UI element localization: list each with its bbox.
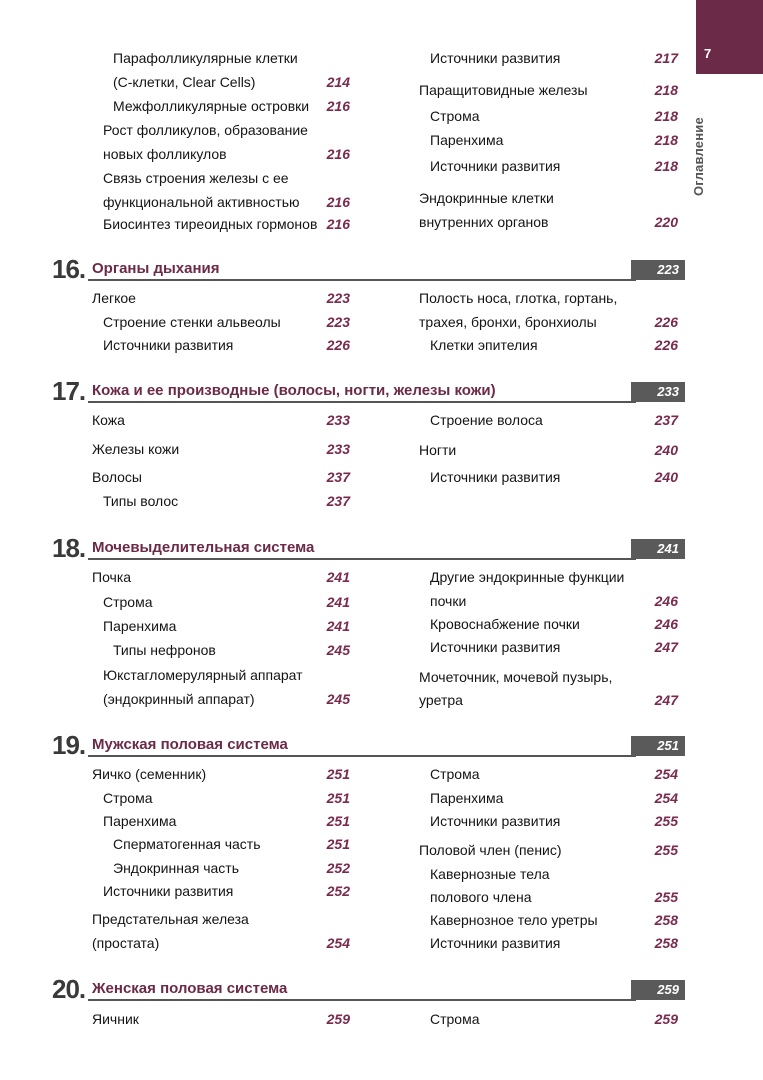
toc-page-number: 245 [326, 691, 350, 707]
toc-entry[interactable]: Строма [103, 790, 153, 806]
toc-entry[interactable]: внутренних органов [419, 214, 549, 230]
toc-entry[interactable]: Мочеточник, мочевой пузырь, [419, 669, 613, 685]
toc-entry[interactable]: Эндокринная часть [113, 860, 239, 876]
toc-entry[interactable]: новых фолликулов [103, 146, 227, 162]
chapter-number: 20. [52, 974, 86, 1004]
chapter-number: 17. [52, 376, 86, 406]
chapter-number: 19. [52, 730, 86, 760]
toc-entry[interactable]: Связь строения железы с ее [103, 170, 289, 186]
toc-entry[interactable]: Железы кожи [92, 441, 180, 457]
toc-page-number: 216 [326, 194, 350, 210]
chapter-page-badge: 241 [631, 539, 685, 559]
page-number-tab [696, 0, 763, 74]
toc-page-number: 251 [326, 813, 350, 829]
toc-entry[interactable]: Полость носа, глотка, гортань, [419, 290, 618, 306]
toc-page-number: 252 [326, 883, 350, 899]
toc-entry[interactable]: Клетки эпителия [430, 337, 538, 353]
toc-entry[interactable]: (С-клетки, Clear Cells) [113, 74, 256, 90]
chapter-rule [88, 279, 636, 281]
toc-entry[interactable]: Яичко (семенник) [92, 766, 207, 782]
toc-page-number: 216 [326, 216, 350, 232]
toc-page-number: 252 [326, 860, 350, 876]
toc-page-number: 254 [326, 935, 350, 951]
chapter-title[interactable]: Мужская половая система [92, 736, 288, 753]
toc-entry[interactable]: Эндокринные клетки [419, 190, 554, 206]
toc-entry[interactable]: Сперматогенная часть [113, 836, 261, 852]
toc-entry[interactable]: Строма [103, 594, 153, 610]
toc-page-number: 237 [326, 493, 350, 509]
toc-page-number: 245 [326, 642, 350, 658]
chapter-rule [88, 558, 636, 560]
toc-page-number: 246 [654, 593, 678, 609]
toc-entry[interactable]: Рост фолликулов, образование [103, 122, 308, 138]
toc-page-number: 226 [654, 314, 678, 330]
toc-entry[interactable]: Яичник [92, 1011, 139, 1027]
toc-page-number: 241 [326, 569, 350, 585]
toc-page-number: 259 [326, 1011, 350, 1027]
toc-entry[interactable]: Источники развития [430, 639, 561, 655]
toc-page-number: 258 [654, 912, 678, 928]
chapter-page-badge: 251 [631, 736, 685, 756]
toc-page-number: 218 [654, 132, 678, 148]
toc-entry[interactable]: Строма [430, 1011, 480, 1027]
chapter-title[interactable]: Мочевыделительная система [92, 539, 315, 556]
toc-entry[interactable]: Кавернозные тела [430, 866, 550, 882]
toc-entry[interactable]: Источники развития [430, 469, 561, 485]
toc-page-number: 255 [654, 842, 678, 858]
toc-page-number: 223 [326, 290, 350, 306]
toc-entry[interactable]: Предстательная железа [92, 911, 249, 927]
toc-entry[interactable]: функциональной активностью [103, 194, 300, 210]
toc-page-number: 251 [326, 836, 350, 852]
toc-entry[interactable]: Источники развития [430, 158, 561, 174]
toc-entry[interactable]: Типы волос [103, 493, 179, 509]
toc-entry[interactable]: Паренхима [430, 790, 504, 806]
toc-entry[interactable]: Половой член (пенис) [419, 842, 562, 858]
toc-entry[interactable]: почки [430, 593, 467, 609]
toc-page-number: 240 [654, 442, 678, 458]
chapter-title[interactable]: Кожа и ее производные (волосы, ногти, железы кожи) [92, 382, 496, 399]
toc-page-number: 220 [654, 214, 678, 230]
toc-entry[interactable]: Строение волоса [430, 412, 543, 428]
toc-entry[interactable]: Юкстагломерулярный аппарат [103, 667, 303, 683]
toc-page-number: 240 [654, 469, 678, 485]
toc-page-number: 255 [654, 889, 678, 905]
chapter-page-badge: 259 [631, 980, 685, 1000]
toc-entry[interactable]: Другие эндокринные функции [430, 569, 625, 585]
toc-page-number: 216 [326, 146, 350, 162]
toc-entry[interactable]: Строма [430, 766, 480, 782]
toc-page-number: 233 [326, 441, 350, 457]
toc-page-number: 254 [654, 766, 678, 782]
toc-page-number: 255 [654, 813, 678, 829]
toc-page-number: 226 [654, 337, 678, 353]
chapter-title[interactable]: Органы дыхания [92, 260, 220, 277]
toc-entry[interactable]: Волосы [92, 469, 142, 485]
toc-entry[interactable]: Межфолликулярные островки [113, 98, 310, 114]
toc-entry[interactable]: Почка [92, 569, 132, 585]
toc-page-number: 251 [326, 790, 350, 806]
section-side-label: Оглавление [691, 117, 706, 196]
toc-entry[interactable]: Источники развития [430, 813, 561, 829]
toc-page-number: 241 [326, 594, 350, 610]
toc-page-number: 214 [326, 74, 350, 90]
chapter-title[interactable]: Женская половая система [92, 980, 288, 997]
toc-entry[interactable]: Паренхима [103, 618, 177, 634]
chapter-number: 18. [52, 533, 86, 563]
toc-entry[interactable]: Источники развития [103, 337, 234, 353]
chapter-rule [88, 401, 636, 403]
toc-page-number: 246 [654, 616, 678, 632]
toc-entry[interactable]: (эндокринный аппарат) [103, 691, 255, 707]
toc-page-number: 223 [326, 314, 350, 330]
toc-page-number: 254 [654, 790, 678, 806]
toc-page-number: 233 [326, 412, 350, 428]
chapter-rule [88, 755, 636, 757]
toc-page-number: 251 [326, 766, 350, 782]
toc-entry[interactable]: Источники развития [430, 935, 561, 951]
toc-entry[interactable]: трахея, бронхи, бронхиолы [419, 314, 597, 330]
toc-entry[interactable]: Строма [430, 108, 480, 124]
toc-page-number: 259 [654, 1011, 678, 1027]
toc-entry[interactable]: Паращитовидные железы [419, 82, 588, 98]
toc-entry[interactable]: уретра [419, 692, 463, 708]
toc-page-number: 218 [654, 158, 678, 174]
toc-page-number: 218 [654, 108, 678, 124]
toc-entry[interactable]: Источники развития [103, 883, 234, 899]
toc-page-number: 226 [326, 337, 350, 353]
chapter-page-badge: 233 [631, 382, 685, 402]
toc-entry[interactable]: Кровоснабжение почки [430, 616, 580, 632]
toc-page-number: 247 [654, 639, 678, 655]
toc-page-number: 247 [654, 692, 678, 708]
toc-entry[interactable]: Парафолликулярные клетки [113, 50, 298, 66]
toc-entry[interactable]: Типы нефронов [113, 642, 216, 658]
toc-entry[interactable]: Кожа [92, 412, 125, 428]
toc-entry[interactable]: Строение стенки альвеолы [103, 314, 281, 330]
toc-page-number: 237 [654, 412, 678, 428]
toc-entry[interactable]: (простата) [92, 935, 160, 951]
toc-page-number: 217 [654, 50, 678, 66]
chapter-rule [88, 999, 636, 1001]
chapter-page-badge: 223 [631, 260, 685, 280]
toc-page-number: 241 [326, 618, 350, 634]
toc-page-number: 216 [326, 98, 350, 114]
toc-entry[interactable]: Паренхима [103, 813, 177, 829]
toc-entry[interactable]: Паренхима [430, 132, 504, 148]
chapter-number: 16. [52, 254, 86, 284]
toc-page-number: 218 [654, 82, 678, 98]
toc-entry[interactable]: Ногти [419, 442, 457, 458]
toc-page-number: 237 [326, 469, 350, 485]
toc-entry[interactable]: Кавернозное тело уретры [430, 912, 598, 928]
toc-entry[interactable]: Источники развития [430, 50, 561, 66]
page-number: 7 [704, 46, 712, 61]
toc-entry[interactable]: полового члена [430, 889, 532, 905]
toc-entry[interactable]: Легкое [92, 290, 136, 306]
toc-entry[interactable]: Биосинтез тиреоидных гормонов [103, 216, 318, 232]
toc-page-number: 258 [654, 935, 678, 951]
